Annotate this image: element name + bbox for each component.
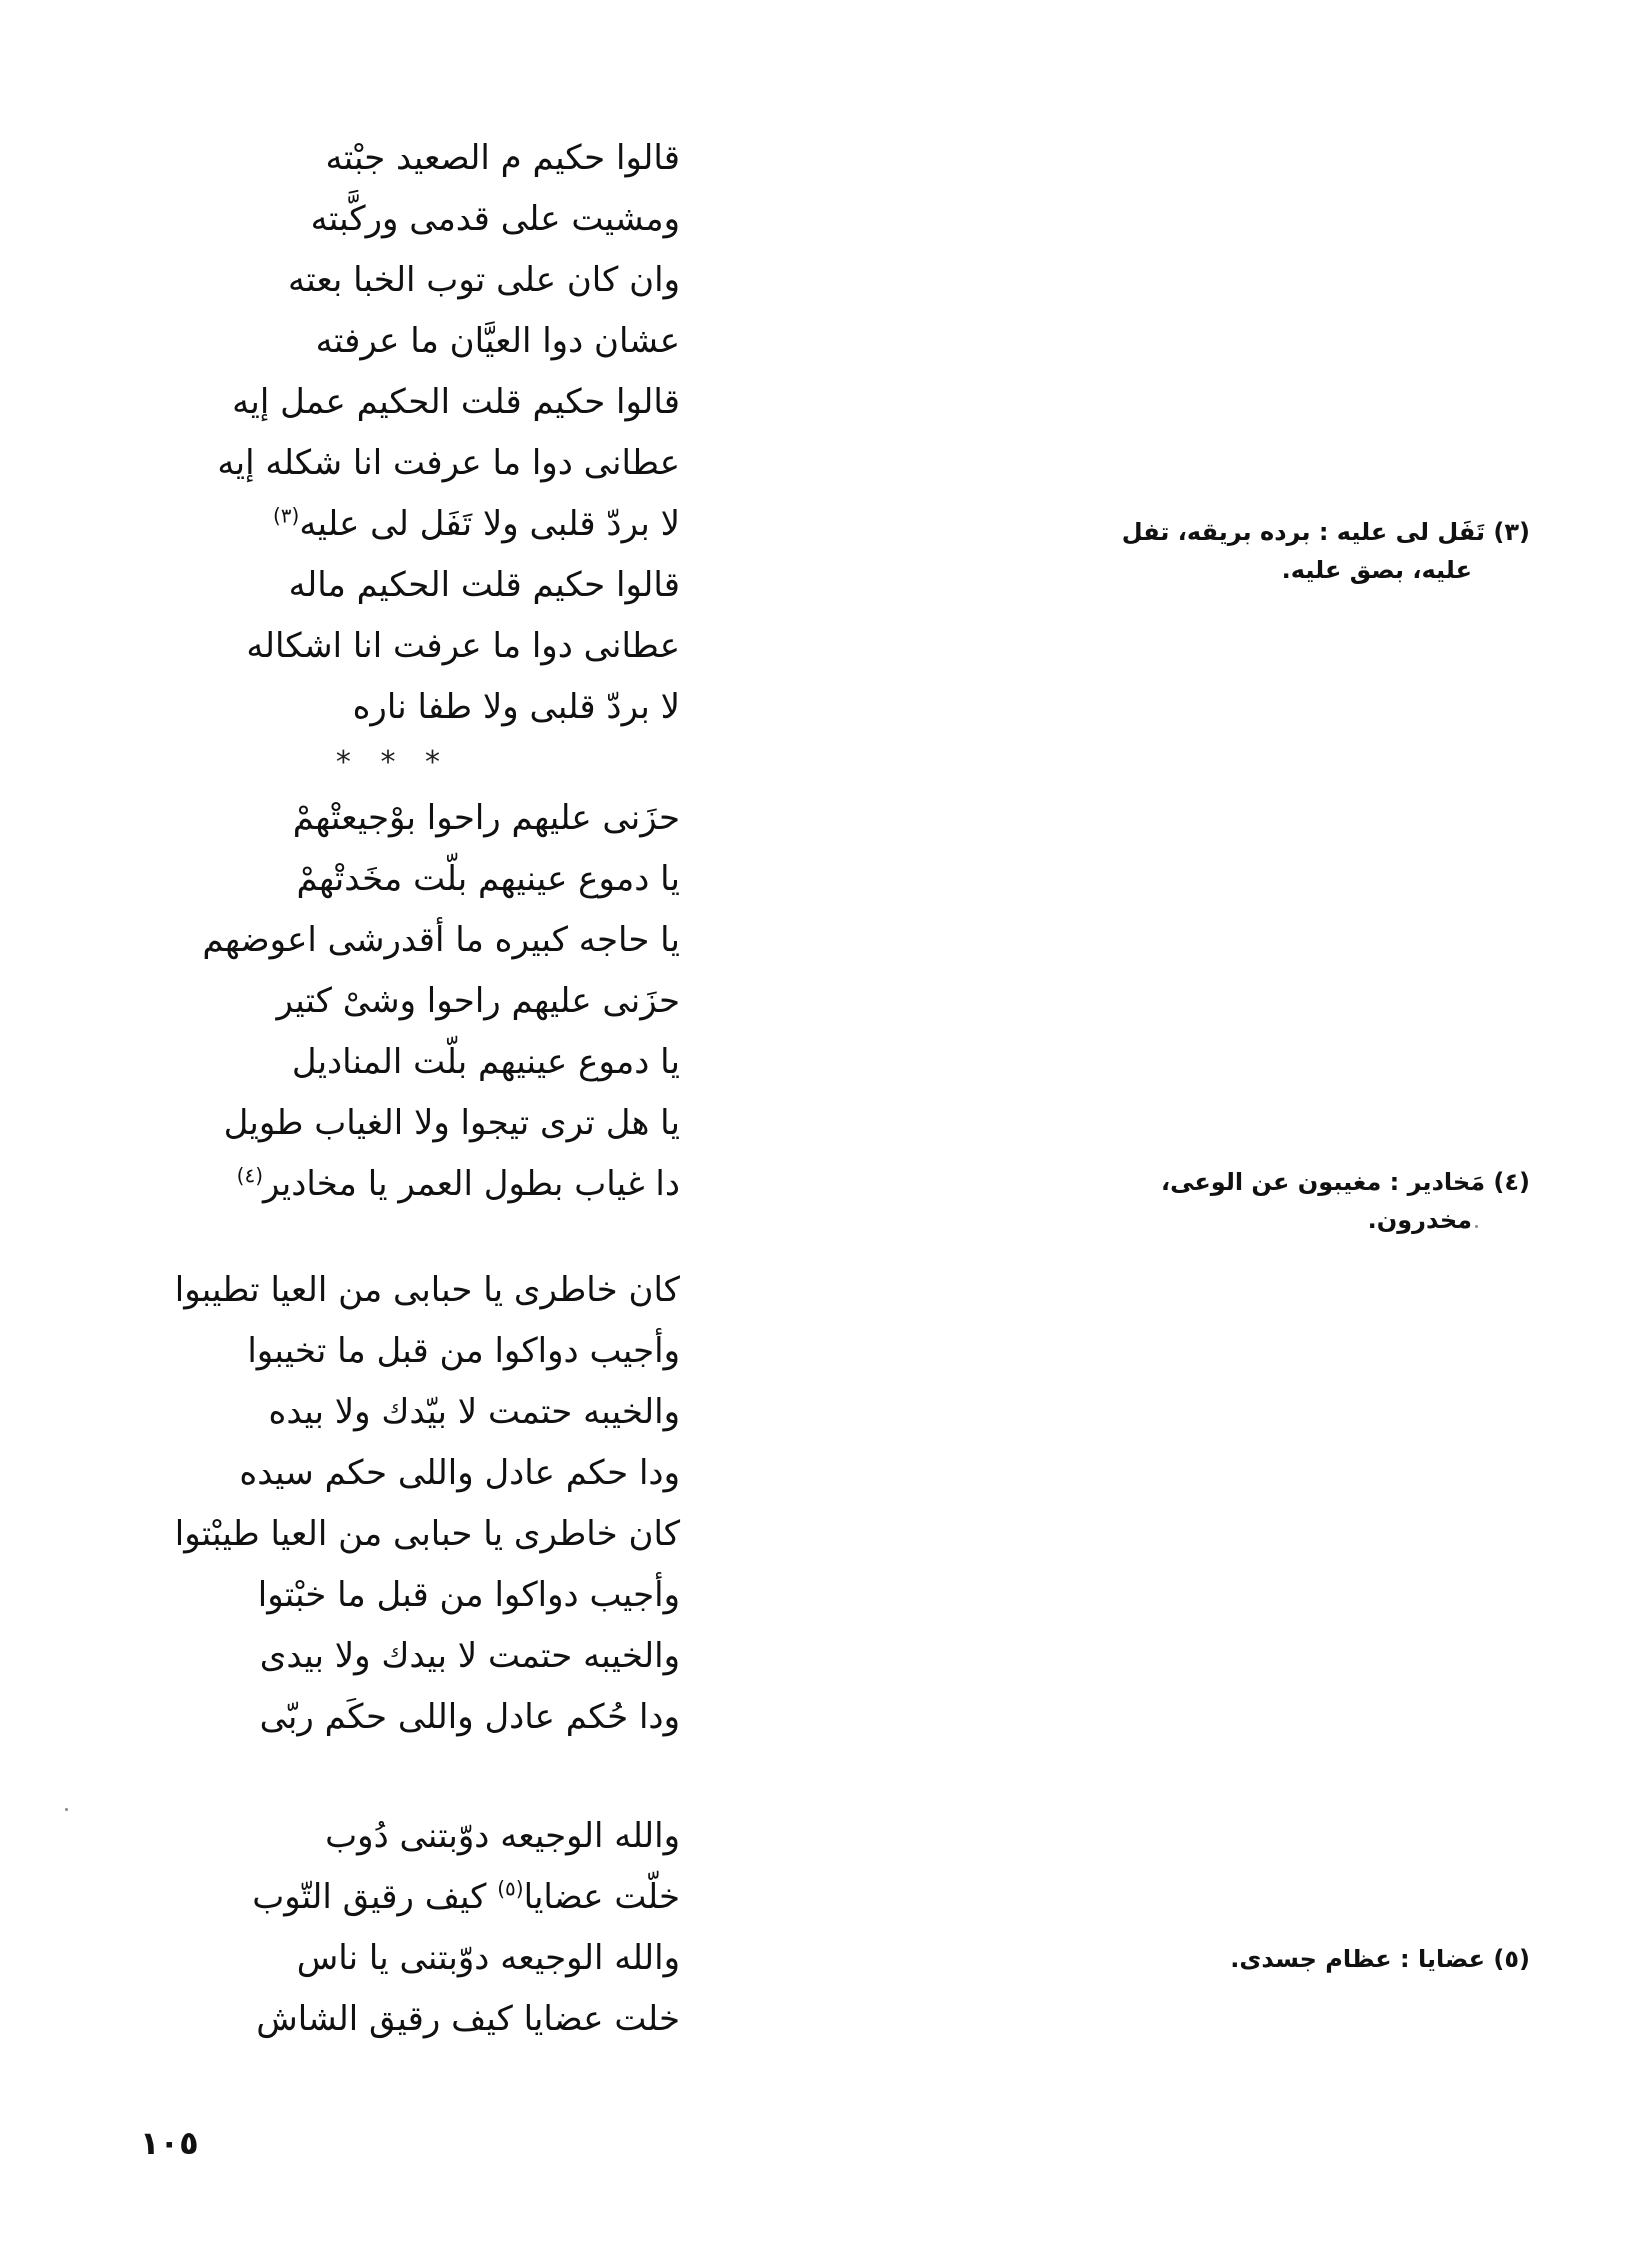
verse-line: يا هل ترى تيجوا ولا الغياب طويل [223, 1103, 680, 1143]
verse-line: وأجيب دواكوا من قبل ما خبْتوا [257, 1575, 680, 1615]
verse-line: عطانى دوا ما عرفت انا شكله إيه [217, 443, 680, 483]
verse-line: حزَنى عليهم راحوا وشىْ كتير [276, 981, 680, 1021]
stanza-gap [120, 1748, 680, 1806]
verse-line: يا دموع عينيهم بلّت المناديل [291, 1042, 680, 1082]
verse-line: كان خاطرى يا حبابى من العيا طيبْتوا [174, 1514, 680, 1554]
verse-line-with-footnote-3 [273, 494, 680, 555]
verse-line: والله الوجيعه دوّبتنى دُوب [325, 1816, 680, 1856]
verse-line: كان خاطرى يا حبابى من العيا تطيبوا [174, 1270, 680, 1310]
footnote-line: (٤) مَخادير : مغيبون عن الوعى، [1161, 1168, 1530, 1196]
verse-line: والخيبه حتمت لا بيدك ولا بيدى [259, 1636, 680, 1676]
verse-line: ودا حكم عادل واللى حكم سيده [239, 1453, 680, 1493]
verse-line: قالوا حكيم م الصعيد جبْته [325, 138, 680, 178]
stanza-3 [120, 1260, 680, 1748]
footnote-mark-5: (٥) [497, 1876, 524, 1901]
footnote-line: (٥) عضايا : عظام جسدى. [1230, 1945, 1530, 1973]
verse-line: والخيبه حتمت لا بيّدك ولا بيده [268, 1392, 680, 1432]
verse-text: لا بردّ قلبى ولا تَفَل لى عليه [299, 504, 680, 544]
footnote-5 [1130, 1940, 1530, 1978]
verse-line: يا حاجه كبيره ما أقدرشى اعوضهم [202, 920, 680, 960]
verse-line: خلت عضايا كيف رقيق الشاش [256, 1999, 680, 2039]
verse-line: والله الوجيعه دوّبتنى يا ناس [296, 1938, 680, 1978]
footnote-4 [1130, 1163, 1530, 1239]
stanza-2 [120, 788, 680, 1215]
scan-speck [65, 1808, 68, 1811]
footnote-line: (٣) تَفَل لى عليه : برده بريقه، تفل [1121, 518, 1530, 546]
footnote-mark-4: (٤) [236, 1163, 264, 1188]
verse-line: ودا حُكم عادل واللى حكَم ربّى [259, 1697, 680, 1737]
stanza-4 [120, 1806, 680, 2050]
verse-line-with-footnote-5 [252, 1867, 680, 1928]
verse-line: لا بردّ قلبى ولا طفا ناره [352, 687, 680, 727]
verse-text: كيف رقيق التّوب [252, 1877, 498, 1917]
footnote-line: مخدرون. [1367, 1206, 1472, 1234]
verse-line-with-footnote-4 [237, 1154, 680, 1215]
stanza-1 [120, 128, 680, 738]
verse-line: حزَنى عليهم راحوا بوْجيعتْهمْ [292, 798, 680, 838]
footnote-3 [1121, 513, 1530, 589]
verse-line: ومشيت على قدمى وركَّبته [310, 199, 680, 239]
verse-line: عطانى دوا ما عرفت انا اشكاله [246, 626, 680, 666]
verse-line: وأجيب دواكوا من قبل ما تخيبوا [247, 1331, 680, 1371]
verse-line: يا دموع عينيهم بلّت مخَدتْهمْ [296, 859, 680, 899]
verse-text: خلّت عضايا [523, 1877, 680, 1917]
verse-line: عشان دوا العيَّان ما عرفته [315, 321, 680, 361]
poem-column [120, 128, 680, 2050]
verse-line: وان كان على توب الخبا بعته [287, 260, 680, 300]
footnote-line: عليه، بصق عليه. [1281, 556, 1472, 584]
verse-text: دا غياب بطول العمر يا مخادير [263, 1164, 680, 1204]
verse-line: قالوا حكيم قلت الحكيم ماله [288, 565, 680, 605]
footnote-mark-3: (٣) [272, 503, 300, 528]
page-number: ١٠٥ [140, 2124, 199, 2162]
section-separator: * * * [335, 745, 450, 780]
verse-line: قالوا حكيم قلت الحكيم عمل إيه [232, 382, 680, 422]
stanza-gap [120, 1215, 680, 1260]
scan-speck [1475, 1225, 1478, 1228]
